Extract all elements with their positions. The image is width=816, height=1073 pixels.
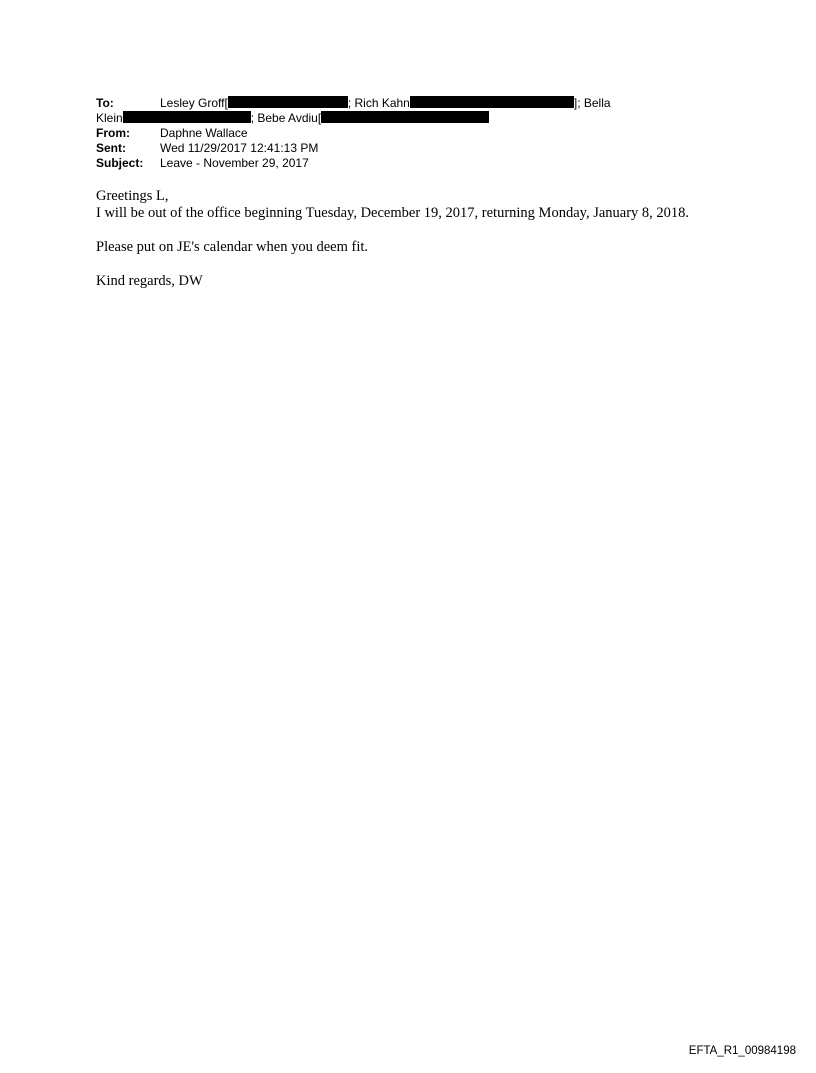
sent-value: Wed 11/29/2017 12:41:13 PM bbox=[160, 141, 319, 155]
body-paragraph: I will be out of the office beginning Tuesday, December 19, 2017, returning Monday, January 8, 2018. bbox=[96, 205, 690, 221]
to-label: To: bbox=[96, 96, 114, 110]
to-recipient-name: Lesley Groff[ bbox=[160, 96, 228, 110]
from-label: From: bbox=[96, 126, 130, 140]
redaction-block bbox=[228, 96, 348, 108]
to-value bbox=[160, 96, 611, 111]
to-continuation bbox=[96, 111, 489, 126]
closing: Kind regards, DW bbox=[96, 273, 203, 289]
redaction-block bbox=[410, 96, 574, 108]
document-id: EFTA_R1_00984198 bbox=[688, 1045, 796, 1057]
sent-label: Sent: bbox=[96, 141, 126, 155]
subject-value: Leave - November 29, 2017 bbox=[160, 156, 309, 170]
redaction-block bbox=[321, 111, 489, 123]
greeting: Greetings L, bbox=[96, 188, 169, 204]
to-recipient-name: Klein bbox=[96, 111, 123, 125]
to-separator: ; Rich Kahn bbox=[347, 96, 410, 110]
body-paragraph: Please put on JE's calendar when you deem fit. bbox=[96, 239, 368, 255]
subject-label: Subject: bbox=[96, 156, 144, 170]
to-separator: ]; Bella bbox=[573, 96, 611, 110]
to-separator: ; Bebe Avdiu[ bbox=[250, 111, 322, 125]
paragraph-spacer bbox=[96, 222, 726, 239]
paragraph-spacer bbox=[96, 256, 726, 273]
email-body bbox=[96, 188, 726, 290]
redaction-block bbox=[123, 111, 251, 123]
from-value: Daphne Wallace bbox=[160, 126, 248, 140]
